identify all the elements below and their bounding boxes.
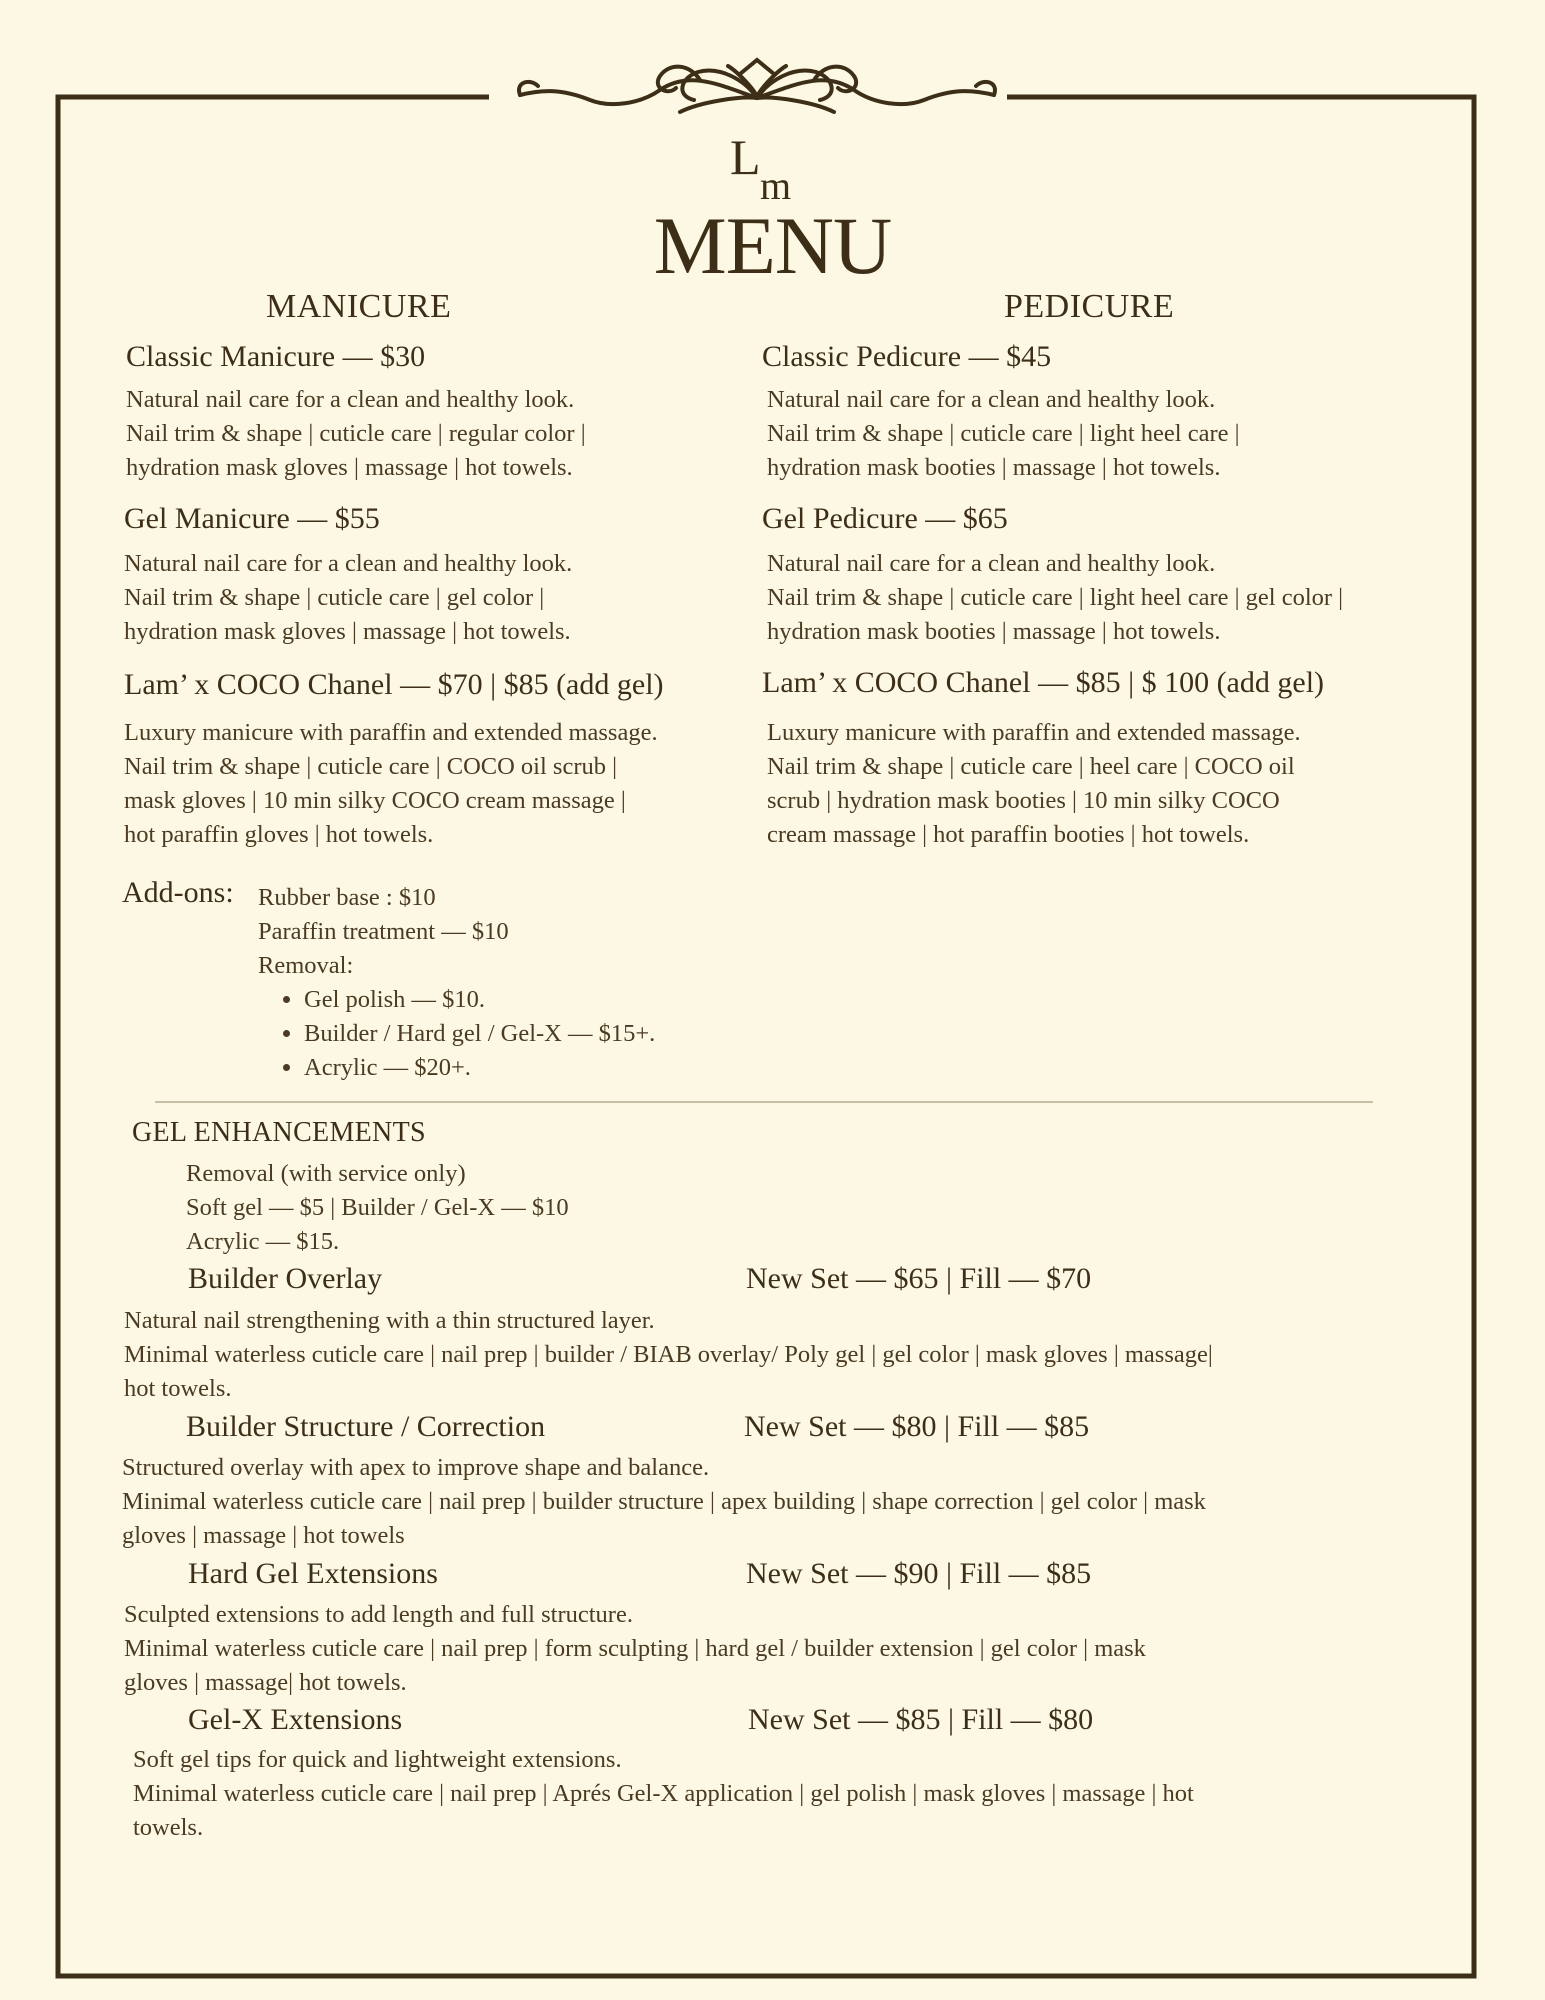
addon-item: Rubber base : $10 — [258, 884, 436, 911]
desc-line: hydration mask gloves | massage | hot towels. — [124, 618, 571, 645]
addon-item: Paraffin treatment — $10 — [258, 918, 509, 945]
desc-line: Soft gel — $5 | Builder / Gel-X — $10 — [186, 1194, 569, 1221]
scroll-ornament-icon — [519, 60, 995, 112]
addons-list — [258, 881, 655, 1085]
logo-mark-glyph-2: m — [760, 163, 792, 208]
desc-line: Minimal waterless cuticle care | nail prep | builder structure | apex building | shape correction | gel color | mask — [122, 1488, 1206, 1515]
desc-line: hydration mask booties | massage | hot towels. — [767, 618, 1221, 645]
addon-item: Removal: — [258, 952, 354, 979]
manicure-service-title: Lam’ x COCO Chanel — $70 | $85 (add gel) — [124, 668, 664, 701]
enhancement-title: Hard Gel Extensions — [188, 1557, 438, 1590]
removal-list — [280, 983, 655, 1085]
desc-line: Minimal waterless cuticle care | nail prep | form sculpting | hard gel / builder extension | gel color | mask — [124, 1635, 1146, 1662]
desc-line: mask gloves | 10 min silky COCO cream massage | — [124, 787, 626, 814]
enhancement-price: New Set — $90 | Fill — $85 — [746, 1557, 1092, 1590]
pedicure-heading: PEDICURE — [1004, 288, 1175, 325]
enhancement-desc — [124, 1598, 1146, 1700]
enhancement-desc — [124, 1304, 1213, 1406]
desc-line: hot paraffin gloves | hot towels. — [124, 821, 434, 848]
desc-line: Removal (with service only) — [186, 1160, 466, 1187]
desc-line: Luxury manicure with paraffin and extended massage. — [767, 719, 1301, 746]
page-title: MENU — [653, 200, 892, 291]
desc-line: Natural nail care for a clean and healthy look. — [126, 386, 575, 413]
enhancement-price: New Set — $85 | Fill — $80 — [748, 1703, 1094, 1736]
desc-line: Soft gel tips for quick and lightweight extensions. — [133, 1746, 622, 1773]
desc-line: Nail trim & shape | cuticle care | regular color | — [126, 420, 586, 447]
desc-line: Natural nail care for a clean and healthy look. — [124, 550, 573, 577]
desc-line: hydration mask booties | massage | hot towels. — [767, 454, 1221, 481]
manicure-service-title: Classic Manicure — $30 — [126, 340, 426, 373]
desc-line: Minimal waterless cuticle care | nail prep | builder / BIAB overlay/ Poly gel | gel color | mask gloves | massage| — [124, 1341, 1213, 1368]
enhancement-price: New Set — $65 | Fill — $70 — [746, 1262, 1092, 1295]
desc-line: Acrylic — $15. — [186, 1228, 340, 1255]
desc-line: Nail trim & shape | cuticle care | heel care | COCO oil — [767, 753, 1295, 780]
desc-line: Sculpted extensions to add length and full structure. — [124, 1601, 633, 1628]
pedicure-service-title: Lam’ x COCO Chanel — $85 | $ 100 (add gel) — [762, 666, 1325, 699]
pedicure-service-title: Classic Pedicure — $45 — [762, 340, 1052, 373]
manicure-service-desc — [124, 716, 658, 852]
pedicure-service-desc — [767, 383, 1240, 485]
enhancement-desc — [133, 1743, 1194, 1845]
logo-mark-glyph: L — [730, 129, 761, 185]
enhancement-title: Builder Overlay — [188, 1262, 383, 1295]
desc-line: Nail trim & shape | cuticle care | COCO oil scrub | — [124, 753, 618, 780]
section-divider — [155, 1101, 1373, 1103]
desc-line: towels. — [133, 1814, 204, 1841]
desc-line: hot towels. — [124, 1375, 232, 1402]
manicure-service-desc — [126, 383, 586, 485]
manicure-service-title: Gel Manicure — $55 — [124, 502, 380, 535]
desc-line: gloves | massage | hot towels — [122, 1522, 405, 1549]
desc-line: scrub | hydration mask booties | 10 min silky COCO — [767, 787, 1280, 814]
pedicure-service-title: Gel Pedicure — $65 — [762, 502, 1008, 535]
desc-line: gloves | massage| hot towels. — [124, 1669, 407, 1696]
addons-label: Add-ons: — [122, 876, 234, 909]
enhancement-title: Builder Structure / Correction — [186, 1410, 546, 1443]
manicure-service-desc — [124, 547, 572, 649]
enhancement-desc — [122, 1451, 1206, 1553]
logo — [730, 129, 800, 208]
desc-line: Structured overlay with apex to improve shape and balance. — [122, 1454, 710, 1481]
desc-line: hydration mask gloves | massage | hot towels. — [126, 454, 573, 481]
desc-line: cream massage | hot paraffin booties | hot towels. — [767, 821, 1250, 848]
desc-line: Luxury manicure with paraffin and extended massage. — [124, 719, 658, 746]
removal-item: • Acrylic — $20+. — [304, 1051, 655, 1085]
enhancement-price: New Set — $80 | Fill — $85 — [744, 1410, 1090, 1443]
desc-line: Nail trim & shape | cuticle care | light heel care | gel color | — [767, 584, 1344, 611]
removal-item: • Gel polish — $10. — [304, 983, 655, 1017]
desc-line: Nail trim & shape | cuticle care | gel color | — [124, 584, 545, 611]
manicure-heading: MANICURE — [266, 288, 452, 325]
pedicure-service-desc — [767, 716, 1301, 852]
gel-enhancements-heading: GEL ENHANCEMENTS — [132, 1117, 426, 1148]
desc-line: Minimal waterless cuticle care | nail prep | Aprés Gel-X application | gel polish | mask gloves | massage | hot — [133, 1780, 1194, 1807]
gel-removal-info — [186, 1157, 569, 1259]
desc-line: Natural nail strengthening with a thin structured layer. — [124, 1307, 655, 1334]
removal-item: • Builder / Hard gel / Gel-X — $15+. — [304, 1017, 655, 1051]
enhancement-title: Gel-X Extensions — [188, 1703, 403, 1736]
desc-line: Natural nail care for a clean and healthy look. — [767, 386, 1216, 413]
desc-line: Nail trim & shape | cuticle care | light heel care | — [767, 420, 1240, 447]
desc-line: Natural nail care for a clean and healthy look. — [767, 550, 1216, 577]
pedicure-service-desc — [767, 547, 1343, 649]
